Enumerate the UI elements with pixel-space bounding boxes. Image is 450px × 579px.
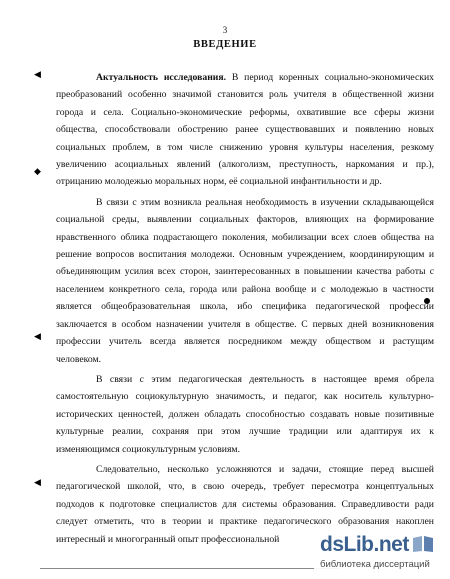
watermark-logo	[320, 533, 409, 557]
margin-mark-2: ◆	[34, 166, 41, 176]
bottom-rule	[40, 568, 340, 569]
watermark-logo-suffix: .net	[373, 533, 409, 556]
paragraph-3: В связи с этим педагогическая деятельность в настоящее время обрела самостоятельную социокультурную значимость, и педагог, как носитель культурно-исторических ценностей, должен обладать способностью создавать новые позитивные культурные реалии, сохраняя при этом лучшие традиции или адаптируя их к изменяющимся социокультурным условиям.	[56, 373, 434, 455]
paragraph-4: Следовательно, несколько усложняются и задачи, стоящие перед высшей педагогической школой, что, в свою очередь, требует пересмотра концептуальных подходов к подготовке специалистов для системы образования. Справедливости ради следует отметить, что в теории и практике педагогического образования накоплен интересный и многогранный опыт профессиональной	[56, 463, 434, 545]
section-lead: Актуальность исследования.	[96, 72, 227, 83]
watermark-logo-main: dsLib	[320, 533, 374, 556]
margin-mark-1: ◀	[34, 69, 41, 79]
paragraph-2: В связи с этим возникла реальная необходимость в изучении складывающейся социальной среды, выявлении социальных факторов, влияющих на формирование нравственного облика подрастающего поколения, мобилизации всех слоев общества на решение вопросов воспитания молодежи. Основным учреждением, координирующим и объединяющим усилия всех сторон, заинтересованных в повышении качества работы с населением конкретного села, города или района вообще и с молодежью в частности является общеобразовательная школа, ибо специфика педагогической профессии заключается в особом назначении учителя в обществе. С первых дней возникновения профессии учитель всегда является посредником между обществом и растущим человеком.	[56, 196, 434, 365]
paragraph-text: В период коренных социально-экономических преобразований особенно значимой становится роль учителя в общественной жизни города и села. Социально-экономические реформы, охватившие все сферы жизни общества, способствовали обострению ранее существовавших и появлению новых социальных проблем, в том числе снижению уровня культуры населения, резкому увеличению асоциальных явлений (алкоголизм, преступность, наркомания и пр.), отрицанию молодежью моральных норм, её социальной инфантильности и др.	[56, 72, 434, 188]
margin-mark-3: ◀	[34, 331, 41, 341]
margin-mark-4: ◀	[34, 477, 41, 487]
page-number: 3	[222, 25, 228, 35]
document-body	[56, 69, 434, 548]
page-title: ВВЕДЕНИЕ	[193, 39, 257, 50]
paragraph-1	[56, 69, 434, 191]
watermark	[314, 530, 442, 576]
watermark-subtitle: библиотека диссертаций	[320, 559, 430, 570]
book-icon	[412, 535, 434, 553]
